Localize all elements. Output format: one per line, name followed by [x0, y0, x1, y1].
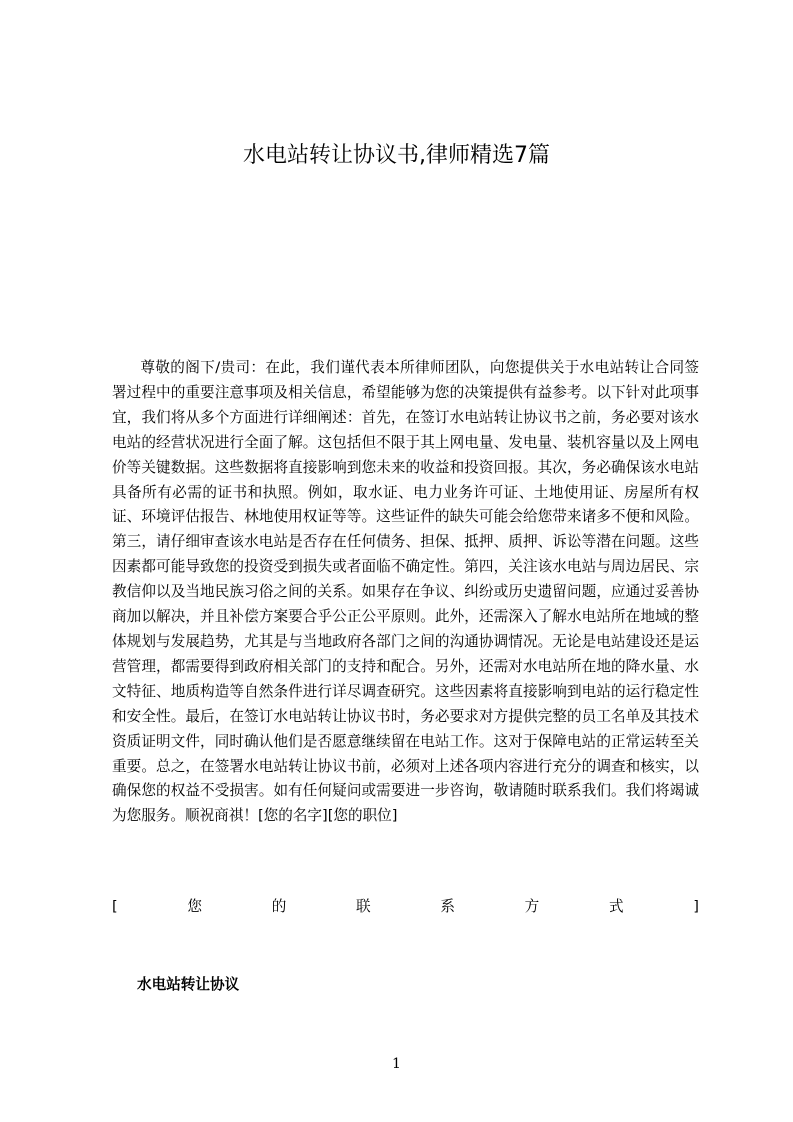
contact-char: 系 — [440, 898, 455, 915]
page-number: 1 — [392, 1056, 401, 1072]
body-paragraph — [112, 356, 699, 829]
contact-char: 联 — [356, 898, 371, 915]
contact-char: 您 — [187, 898, 203, 915]
section-heading: 水电站转让协议 — [137, 976, 240, 993]
contact-char: [ — [112, 898, 118, 915]
contact-char: 的 — [271, 898, 287, 915]
contact-char: 方 — [524, 898, 540, 915]
contact-placeholder-line — [112, 895, 699, 919]
contact-char: ] — [693, 898, 699, 915]
body-text: 尊敬的阁下/贵司：在此，我们谨代表本所律师团队，向您提供关于水电站转让合同签署过程中的重要注意事项及相关信息，希望能够为您的决策提供有益参考。以下针对此项事宜，我们将从多个方面进行详细阐述：首先，在签订水电站转让协议书之前，务必要对该水电站的经营状况进行全面了解。这包括但不限于其上网电量、发电量、装机容量以及上网电价等关键数据。这些数据将直接影响到您未来的收益和投资回报。其次，务必确保该水电站具备所有必需的证书和执照。例如，取水证、电力业务许可证、土地使用证、房屋所有权证、环境评估报告、林地使用权证等等。这些证件的缺失可能会给您带来诸多不便和风险。第三，请仔细审查该水电站是否存在任何债务、担保、抵押、质押、诉讼等潜在问题。这些因素都可能导致您的投资受到损失或者面临不确定性。第四，关注该水电站与周边居民、宗教信仰以及当地民族习俗之间的关系。如果存在争议、纠纷或历史遗留问题，应通过妥善协商加以解决，并且补偿方案要合乎公正公平原则。此外，还需深入了解水电站所在地域的整体规划与发展趋势，尤其是与当地政府各部门之间的沟通协调情况。无论是电站建设还是运营管理，都需要得到政府相关部门的支持和配合。另外，还需对水电站所在地的降水量、水文特征、地质构造等自然条件进行详尽调查研究。这些因素将直接影响到电站的运行稳定性和安全性。最后，在签订水电站转让协议书时，务必要求对方提供完整的员工名单及其技术资质证明文件，同时确认他们是否愿意继续留在电站工作。这对于保障电站的正常运转至关重要。总之，在签署水电站转让协议书前，必须对上述各项内容进行充分的调查和核实，以确保您的权益不受损害。如有任何疑问或需要进一步咨询，敬请随时联系我们。我们将竭诚为您服务。顺祝商祺！[您的名字][您的职位] — [112, 359, 699, 825]
contact-char: 式 — [608, 898, 624, 915]
document-title: 水电站转让协议书,律师精选7篇 — [243, 143, 550, 168]
